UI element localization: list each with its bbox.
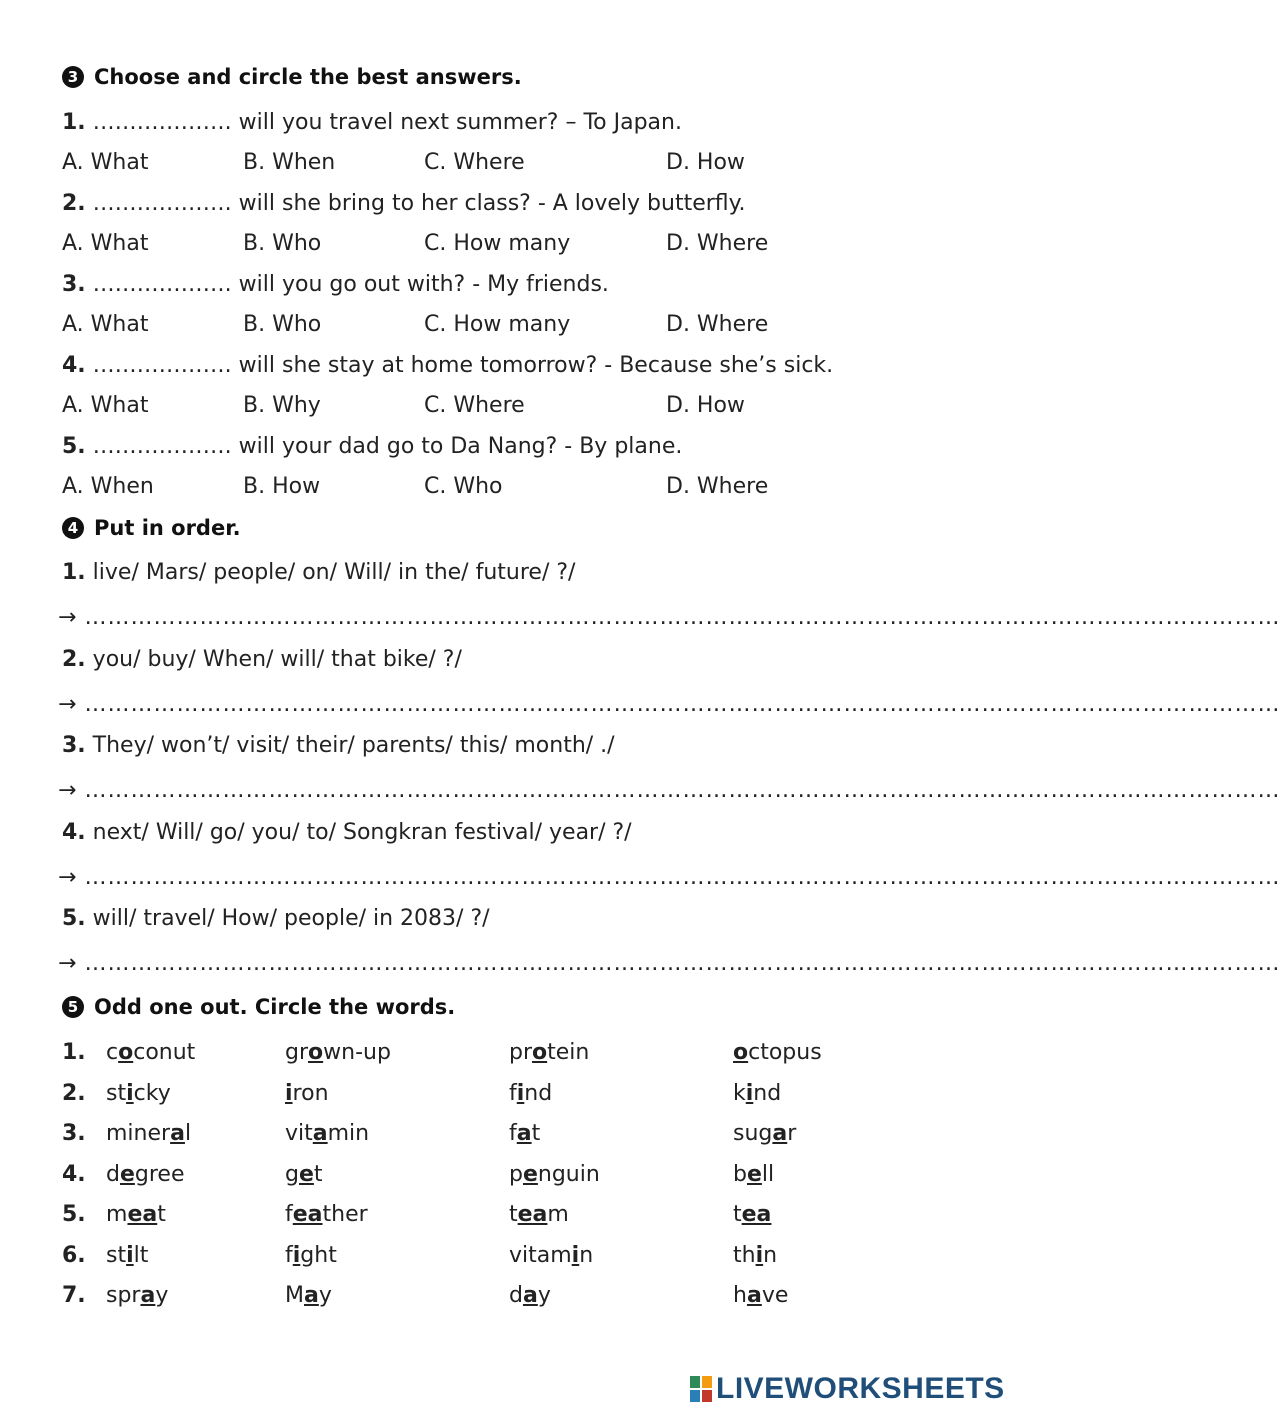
word-part: k — [733, 1080, 746, 1106]
word-part: tein — [547, 1040, 590, 1065]
highlighted-letters: a — [140, 1283, 156, 1308]
section-5-heading — [62, 995, 455, 1019]
answer-line[interactable] — [58, 951, 1280, 976]
row-number: 2. — [62, 1080, 86, 1106]
highlighted-letters: i — [516, 1080, 525, 1106]
dotted-answer-field[interactable]: ………………………………………………………………………………………………………………………………………… — [84, 778, 1280, 803]
word-part: nd — [524, 1080, 553, 1106]
order-prompt — [62, 906, 490, 931]
answer-option[interactable]: C. How many — [424, 312, 571, 337]
word-part: m — [547, 1202, 569, 1227]
highlighted-letters: a — [522, 1283, 538, 1308]
order-prompt — [62, 733, 615, 758]
highlighted-letters: i — [285, 1080, 293, 1106]
answer-line[interactable] — [58, 778, 1280, 803]
odd-word[interactable] — [509, 1162, 600, 1187]
section-5-title: Odd one out. Circle the words. — [94, 995, 456, 1019]
question-line — [62, 191, 746, 216]
answer-option[interactable]: B. When — [243, 150, 336, 175]
word-part: d — [509, 1283, 523, 1308]
highlighted-letters: i — [126, 1080, 134, 1106]
item-number: 3. — [62, 733, 86, 758]
odd-word[interactable] — [285, 1081, 329, 1106]
highlighted-letters: ea — [517, 1202, 548, 1227]
logo-block — [702, 1376, 712, 1388]
row-number: 6. — [62, 1242, 86, 1268]
highlighted-letters: ea — [292, 1202, 323, 1227]
item-number: 5. — [62, 906, 86, 931]
word-part: b — [733, 1161, 747, 1187]
word-part: ther — [322, 1202, 368, 1227]
word-part: c — [106, 1040, 119, 1065]
word-part: lt — [133, 1242, 149, 1268]
logo-icon — [690, 1376, 712, 1402]
dotted-answer-field[interactable]: ………………………………………………………………………………………………………………………………………… — [84, 605, 1280, 630]
question-number: 4. — [62, 353, 86, 378]
highlighted-letters: o — [118, 1040, 134, 1065]
word-part: gree — [134, 1161, 185, 1187]
question-text: will you go out with? - My friends. — [231, 272, 609, 297]
section-number-badge: 4 — [62, 517, 84, 539]
highlighted-letters: a — [303, 1283, 319, 1308]
highlighted-letters: a — [312, 1121, 328, 1146]
odd-word[interactable] — [509, 1202, 569, 1227]
answer-blank[interactable]: ………………. — [92, 191, 232, 216]
highlighted-letters: i — [571, 1242, 580, 1268]
answer-option[interactable]: D. How — [666, 150, 745, 175]
answer-line[interactable] — [58, 864, 1280, 890]
arrow-icon: → — [58, 605, 77, 630]
word-part: vit — [285, 1121, 313, 1146]
word-part: spr — [106, 1283, 141, 1308]
odd-word[interactable] — [106, 1283, 168, 1308]
answer-option[interactable]: B. Who — [243, 231, 322, 256]
odd-word[interactable] — [106, 1162, 185, 1187]
question-line — [62, 110, 682, 135]
arrow-icon: → — [58, 951, 77, 976]
answer-option[interactable]: C. How many — [424, 231, 571, 256]
highlighted-letters: a — [170, 1121, 185, 1146]
answer-option[interactable]: C. Who — [424, 474, 503, 499]
word-part: t — [531, 1121, 541, 1146]
scrambled-words: will/ travel/ How/ people/ in 2083/ ?/ — [92, 906, 490, 931]
odd-word[interactable] — [509, 1243, 593, 1268]
word-part: pr — [509, 1040, 533, 1065]
answer-option[interactable]: B. Who — [243, 312, 322, 337]
arrow-icon: → — [58, 691, 77, 717]
row-number: 4. — [62, 1161, 86, 1187]
question-number: 2. — [62, 191, 86, 216]
order-prompt — [62, 647, 462, 672]
odd-word[interactable] — [285, 1202, 368, 1227]
word-part: p — [509, 1161, 523, 1187]
item-number: 2. — [62, 646, 86, 672]
section-number-badge: 5 — [62, 996, 84, 1018]
question-text: will she bring to her class? - A lovely butterfly. — [231, 191, 746, 216]
logo-block — [690, 1390, 700, 1402]
odd-word[interactable] — [106, 1121, 191, 1146]
dotted-answer-field[interactable]: ………………………………………………………………………………………………………………………………………… — [84, 691, 1280, 717]
answer-line[interactable] — [58, 605, 1280, 630]
word-part: min — [327, 1121, 370, 1146]
answer-option[interactable]: A. What — [62, 312, 149, 337]
scrambled-words: you/ buy/ When/ will/ that bike/ ?/ — [92, 646, 462, 672]
dotted-answer-field[interactable]: ………………………………………………………………………………………………………………………………………… — [84, 864, 1280, 890]
odd-word[interactable] — [733, 1081, 781, 1106]
word-part: t — [157, 1202, 166, 1227]
answer-option[interactable]: B. How — [243, 474, 321, 499]
highlighted-letters: a — [772, 1121, 788, 1146]
word-part: g — [285, 1161, 299, 1187]
row-number: 3. — [62, 1121, 86, 1146]
section-3-title: Choose and circle the best answers. — [94, 65, 522, 89]
dotted-answer-field[interactable]: ………………………………………………………………………………………………………………………………………… — [84, 951, 1280, 976]
odd-word[interactable] — [733, 1121, 796, 1146]
answer-option[interactable]: D. Where — [666, 474, 769, 499]
word-part: r — [787, 1121, 797, 1146]
arrow-icon: → — [58, 864, 77, 890]
word-part: t — [313, 1161, 323, 1187]
word-part: conut — [133, 1040, 196, 1065]
question-text: will your dad go to Da Nang? - By plane. — [231, 434, 683, 459]
odd-word[interactable] — [285, 1121, 369, 1146]
word-part: f — [509, 1121, 517, 1146]
item-number: 1. — [62, 560, 86, 585]
word-part: y — [155, 1283, 169, 1308]
liveworksheets-logo — [690, 1372, 1005, 1406]
highlighted-letters: ea — [127, 1202, 158, 1227]
word-part: nd — [753, 1080, 782, 1106]
odd-word[interactable] — [285, 1040, 391, 1065]
answer-blank[interactable]: ………………. — [92, 272, 232, 297]
word-part: n — [579, 1242, 594, 1268]
highlighted-letters: o — [733, 1040, 749, 1065]
word-part: miner — [106, 1121, 171, 1146]
order-prompt — [62, 820, 632, 845]
order-prompt — [62, 560, 575, 585]
word-part: y — [537, 1283, 551, 1308]
answer-blank[interactable]: ………………. — [92, 110, 232, 135]
word-part: cky — [133, 1080, 171, 1106]
odd-word[interactable] — [285, 1283, 332, 1308]
answer-option[interactable]: A. What — [62, 393, 149, 418]
odd-word[interactable] — [733, 1243, 777, 1268]
word-part: M — [285, 1283, 304, 1308]
row-number: 5. — [62, 1202, 86, 1227]
question-line — [62, 353, 833, 378]
question-text: will you travel next summer? – To Japan. — [231, 110, 682, 135]
word-part: ght — [300, 1242, 337, 1268]
row-number: 7. — [62, 1283, 86, 1308]
section-3-heading — [62, 65, 522, 89]
word-part: th — [733, 1242, 756, 1268]
word-part: sug — [733, 1121, 773, 1146]
word-part: ron — [292, 1080, 329, 1106]
word-part: t — [509, 1202, 518, 1227]
arrow-icon: → — [58, 778, 77, 803]
word-part: f — [509, 1080, 517, 1106]
word-part: l — [184, 1121, 192, 1146]
answer-option[interactable]: A. When — [62, 474, 154, 499]
word-part: wn-up — [323, 1040, 391, 1065]
question-number: 5. — [62, 434, 86, 459]
word-part: ctopus — [748, 1040, 822, 1065]
highlighted-letters: a — [516, 1121, 532, 1146]
row-number: 1. — [62, 1040, 86, 1065]
question-text: will she stay at home tomorrow? - Because she’s sick. — [231, 353, 834, 378]
odd-word[interactable] — [733, 1162, 774, 1187]
odd-word[interactable] — [106, 1202, 166, 1227]
odd-word[interactable] — [106, 1081, 171, 1106]
logo-text: LIVEWORKSHEETS — [716, 1372, 1005, 1405]
odd-word[interactable] — [509, 1121, 540, 1146]
odd-word[interactable] — [106, 1243, 148, 1268]
word-part: h — [733, 1283, 747, 1308]
answer-option[interactable]: C. Where — [424, 150, 525, 175]
highlighted-letters: a — [746, 1283, 762, 1308]
highlighted-letters: e — [119, 1161, 135, 1187]
logo-block — [702, 1390, 712, 1402]
highlighted-letters: i — [755, 1242, 764, 1268]
word-part: m — [106, 1202, 128, 1227]
highlighted-letters: i — [126, 1242, 134, 1268]
highlighted-letters: i — [745, 1080, 754, 1106]
answer-option[interactable]: D. How — [666, 393, 745, 418]
word-part: ve — [761, 1283, 789, 1308]
word-part: st — [106, 1242, 127, 1268]
question-number: 3. — [62, 272, 86, 297]
answer-option[interactable]: B. Why — [243, 393, 321, 418]
highlighted-letters: ea — [741, 1202, 772, 1227]
word-part: n — [763, 1242, 778, 1268]
word-part: f — [285, 1202, 293, 1227]
logo-block — [690, 1376, 700, 1388]
word-part: y — [318, 1283, 332, 1308]
odd-word[interactable] — [509, 1040, 589, 1065]
answer-line[interactable] — [58, 691, 1280, 717]
question-line — [62, 434, 682, 459]
highlighted-letters: e — [298, 1161, 314, 1187]
scrambled-words: next/ Will/ go/ you/ to/ Songkran festival/ year/ ?/ — [92, 819, 632, 845]
odd-word[interactable] — [733, 1202, 771, 1227]
scrambled-words: live/ Mars/ people/ on/ Will/ in the/ future/ ?/ — [92, 560, 576, 585]
highlighted-letters: o — [532, 1040, 548, 1065]
section-number-badge: 3 — [62, 66, 84, 88]
odd-word[interactable] — [733, 1283, 788, 1308]
highlighted-letters: i — [292, 1242, 301, 1268]
word-part: f — [285, 1242, 293, 1268]
answer-blank[interactable]: ………………. — [92, 353, 232, 378]
word-part: st — [106, 1080, 127, 1106]
highlighted-letters: e — [522, 1161, 538, 1187]
word-part: nguin — [537, 1161, 600, 1187]
odd-word[interactable] — [285, 1243, 337, 1268]
answer-option[interactable]: A. What — [62, 150, 149, 175]
answer-option[interactable]: A. What — [62, 231, 149, 256]
question-line — [62, 272, 609, 297]
highlighted-letters: o — [308, 1040, 324, 1065]
highlighted-letters: e — [746, 1161, 762, 1187]
word-part: d — [106, 1161, 120, 1187]
answer-option[interactable]: C. Where — [424, 393, 525, 418]
section-4-heading — [62, 516, 241, 540]
scrambled-words: They/ won’t/ visit/ their/ parents/ this/ month/ ./ — [92, 733, 615, 758]
item-number: 4. — [62, 819, 86, 845]
word-part: gr — [285, 1040, 309, 1065]
odd-word[interactable] — [509, 1081, 552, 1106]
word-part: t — [733, 1202, 742, 1227]
answer-option[interactable]: D. Where — [666, 312, 769, 337]
question-number: 1. — [62, 110, 86, 135]
word-part: ll — [761, 1161, 775, 1187]
odd-word[interactable] — [106, 1040, 195, 1065]
answer-blank[interactable]: ………………. — [92, 434, 232, 459]
section-4-title: Put in order. — [94, 516, 241, 540]
odd-word[interactable] — [509, 1283, 551, 1308]
word-part: vitam — [509, 1242, 572, 1268]
odd-word[interactable] — [733, 1040, 822, 1065]
odd-word[interactable] — [285, 1162, 323, 1187]
answer-option[interactable]: D. Where — [666, 231, 769, 256]
